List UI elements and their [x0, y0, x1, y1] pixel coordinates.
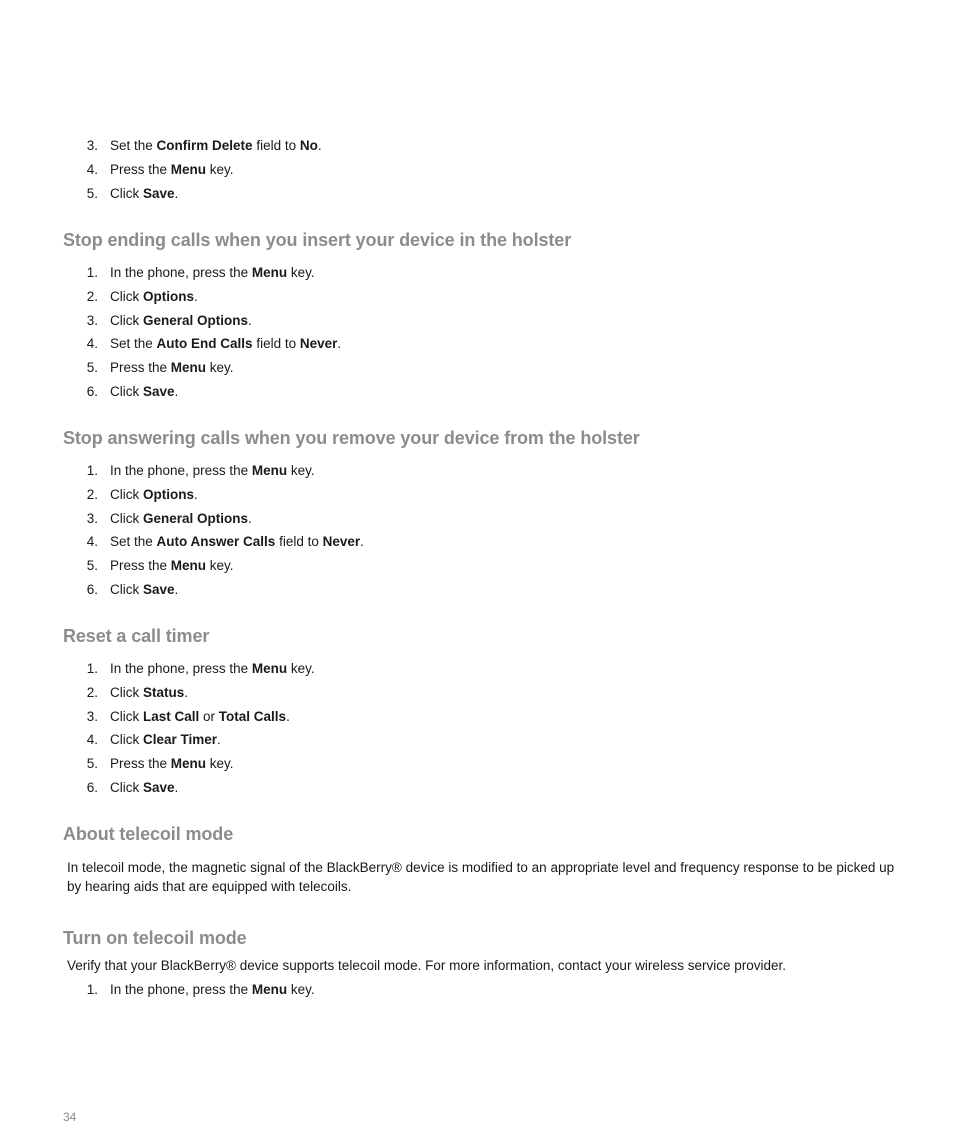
step-text [110, 683, 188, 703]
step-text [110, 556, 234, 576]
step-number: 6. [86, 384, 98, 399]
ui-term: Menu [170, 360, 207, 376]
ui-term: General Options [143, 312, 249, 328]
step-text-segment: In the phone, press the [110, 463, 252, 478]
step-text-segment: key. [206, 756, 234, 772]
step-text [110, 659, 315, 679]
section-heading: About telecoil mode [63, 824, 234, 844]
step-number: 2. [86, 288, 98, 304]
step-number: 3. [86, 138, 98, 153]
ui-term: Save [143, 780, 175, 795]
step-text-segment: field to [275, 534, 323, 550]
step-number: 5. [86, 558, 98, 574]
step-text-segment: Press the [110, 756, 171, 772]
ui-term: Menu [170, 161, 207, 177]
step-text [110, 509, 252, 529]
step-text-segment: . [286, 708, 290, 724]
ui-term: Status [143, 684, 185, 700]
step-number: 2. [86, 684, 98, 700]
section-heading: Turn on telecoil mode [63, 928, 247, 948]
step-number: 3. [86, 312, 98, 328]
ui-term: Menu [251, 463, 288, 478]
ui-term: Last Call [143, 708, 200, 724]
step-text-segment: Click [110, 486, 143, 502]
section-paragraph: In telecoil mode, the magnetic signal of the BlackBerry® device is modified to an appropriate level and frequency response to be picked up by hearing aids that are equipped with telecoils. [67, 860, 895, 894]
step-text [110, 334, 341, 354]
step-text-segment: Click [110, 780, 143, 795]
step-text [110, 160, 234, 180]
step-number: 2. [86, 486, 98, 502]
step-text-segment: . [194, 288, 198, 304]
step-text [110, 184, 178, 204]
step-text [110, 580, 178, 600]
step-text [110, 358, 234, 378]
step-text-segment: key. [287, 982, 315, 997]
ui-term: Options [143, 486, 194, 502]
ui-term: Never [322, 534, 361, 550]
step-number: 4. [86, 732, 98, 748]
section-heading: Stop ending calls when you insert your device in the holster [63, 230, 572, 250]
step-text-segment: Click [110, 288, 143, 304]
step-text [110, 287, 198, 307]
step-number: 4. [86, 161, 98, 177]
step-number: 1. [86, 265, 98, 280]
step-text-segment: Set the [110, 534, 157, 550]
step-text-segment: . [174, 384, 179, 399]
step-text [110, 311, 252, 331]
step-text-segment: . [217, 732, 221, 748]
step-text-segment: key. [287, 265, 315, 280]
step-text [110, 461, 315, 481]
step-text-segment: Press the [110, 161, 171, 177]
page-number: 34 [63, 1110, 77, 1124]
ui-term: Auto End Calls [156, 336, 253, 352]
step-text-segment: Set the [110, 336, 157, 352]
ui-term: Auto Answer Calls [156, 534, 276, 550]
step-text-segment: field to [252, 138, 300, 153]
step-number: 6. [86, 780, 98, 795]
step-text-segment: . [194, 486, 198, 502]
step-text [110, 485, 198, 505]
step-text-segment: . [317, 138, 322, 153]
ui-term: Clear Timer [143, 732, 218, 748]
step-number: 5. [86, 185, 98, 201]
ui-term: Menu [251, 982, 288, 997]
step-text [110, 707, 290, 727]
step-text [110, 754, 234, 774]
step-number: 1. [86, 982, 98, 997]
step-text-segment: or [199, 708, 219, 724]
step-text [110, 382, 178, 402]
step-text-segment: In the phone, press the [110, 661, 252, 676]
step-text-segment: key. [206, 161, 234, 177]
ui-term: Menu [251, 661, 288, 676]
ui-term: Menu [170, 756, 207, 772]
step-number: 3. [86, 510, 98, 526]
step-number: 1. [86, 463, 98, 478]
step-text-segment: Click [110, 708, 143, 724]
step-text [110, 263, 315, 283]
step-number: 4. [86, 336, 98, 352]
step-text [110, 730, 221, 750]
step-text-segment: Click [110, 384, 143, 399]
ui-term: Confirm Delete [156, 138, 253, 153]
step-text-segment: key. [287, 661, 315, 676]
ui-term: Total Calls [218, 708, 287, 724]
ui-term: Menu [251, 265, 288, 280]
ui-term: Menu [170, 558, 207, 574]
step-text-segment: Set the [110, 138, 157, 153]
ui-term: Never [299, 336, 338, 352]
ui-term: Options [143, 288, 194, 304]
step-text-segment: . [174, 582, 179, 597]
ui-term: Save [143, 582, 175, 597]
step-number: 1. [86, 661, 98, 676]
step-number: 4. [86, 534, 98, 550]
step-text-segment: key. [287, 463, 315, 478]
step-text-segment: . [184, 684, 189, 700]
step-number: 6. [86, 582, 98, 597]
step-text-segment: Click [110, 684, 143, 700]
step-text [110, 532, 364, 552]
step-text-segment: Click [110, 510, 143, 526]
step-text-segment: Click [110, 582, 143, 597]
step-text [110, 136, 322, 156]
step-text-segment: Click [110, 185, 143, 201]
ui-term: Save [143, 384, 175, 399]
step-text-segment: . [360, 534, 364, 550]
ui-term: Save [143, 185, 175, 201]
step-number: 3. [86, 708, 98, 724]
step-text-segment: Press the [110, 558, 171, 574]
ui-term: No [299, 138, 318, 153]
step-text [110, 980, 315, 1000]
step-text-segment: . [248, 510, 252, 526]
step-text-segment: field to [252, 336, 300, 352]
step-number: 5. [86, 756, 98, 772]
section-heading: Reset a call timer [63, 626, 210, 646]
step-number: 5. [86, 360, 98, 376]
step-text-segment: . [248, 312, 252, 328]
step-text-segment: Click [110, 312, 143, 328]
step-text-segment: key. [206, 558, 234, 574]
step-text [110, 778, 178, 798]
step-text-segment: In the phone, press the [110, 265, 252, 280]
step-text-segment: Click [110, 732, 143, 748]
section-paragraph: Verify that your BlackBerry® device supports telecoil mode. For more information, contact your wireless service provider. [67, 958, 786, 973]
ui-term: General Options [143, 510, 249, 526]
step-text-segment: key. [206, 360, 234, 376]
step-text-segment: Press the [110, 360, 171, 376]
step-text-segment: . [174, 780, 179, 795]
step-text-segment: . [174, 185, 179, 201]
step-text-segment: . [337, 336, 342, 352]
section-heading: Stop answering calls when you remove your device from the holster [63, 428, 640, 448]
step-text-segment: In the phone, press the [110, 982, 252, 997]
